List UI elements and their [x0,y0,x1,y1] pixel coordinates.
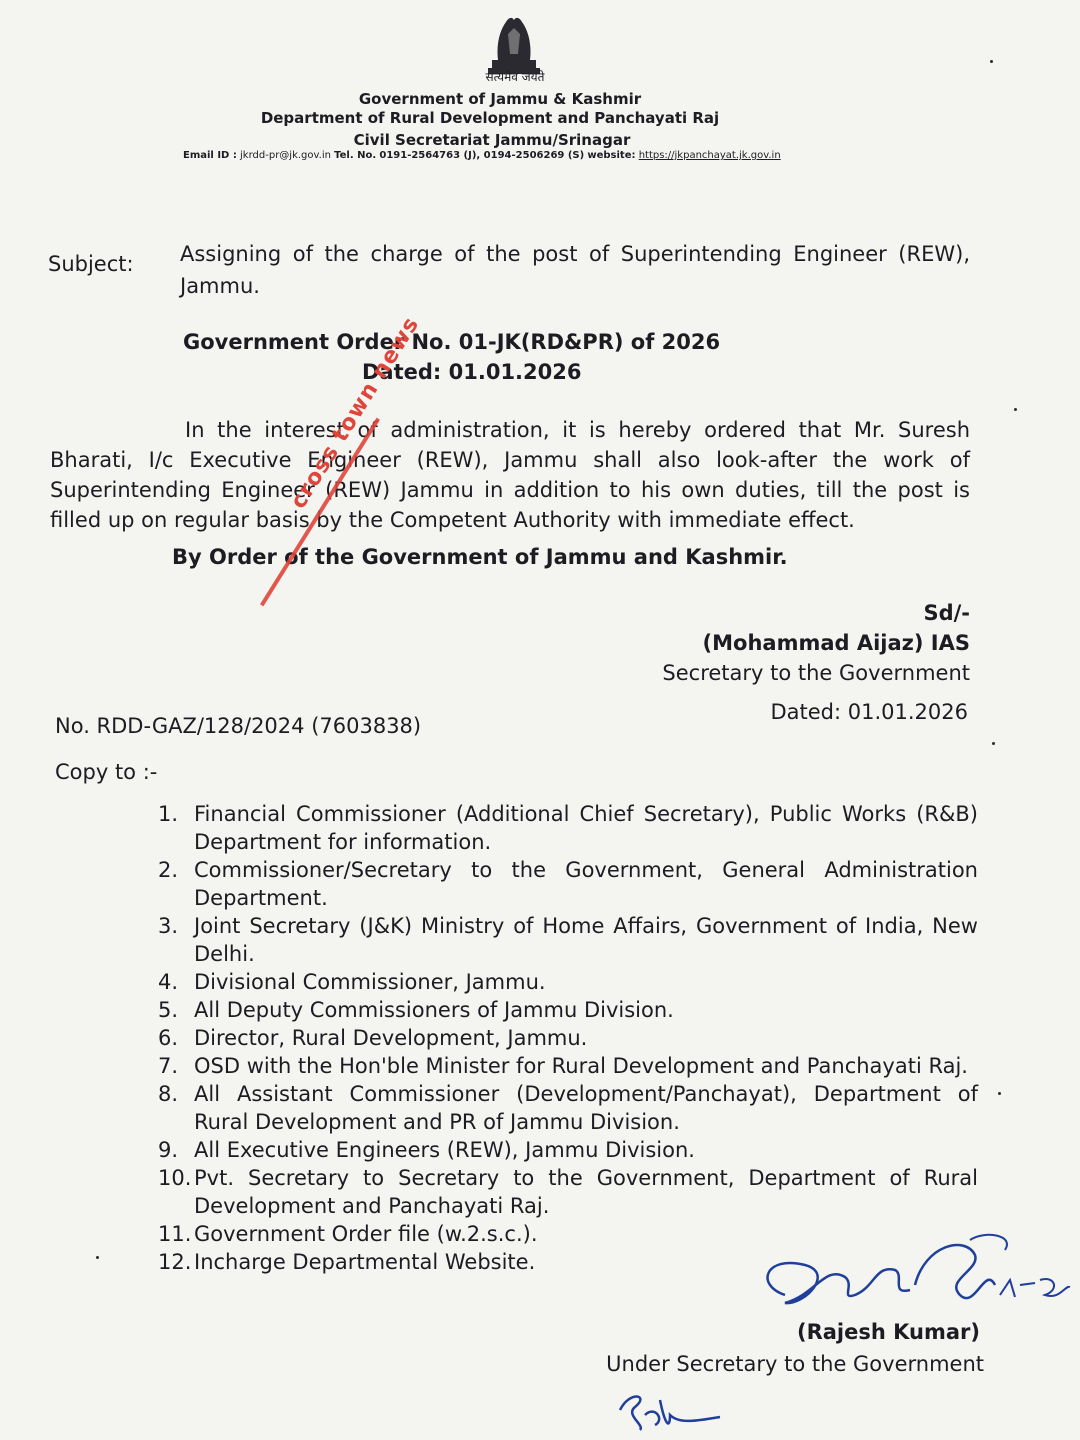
emblem-motto: सत्यमेव जयते [485,70,545,84]
under-secretary-title: Under Secretary to the Government [606,1352,984,1376]
list-item [158,856,978,912]
order-dated: Dated: 01.01.2026 [362,360,582,384]
tel-label: Tel. No. [334,150,377,161]
letterhead-government: Government of Jammu & Kashmir [358,90,642,108]
list-item-number: 11. [158,1222,192,1246]
order-body: In the interest of administration, it is hereby ordered that Mr. Suresh Bharati, I/c Executive Engineer (REW), Jammu shall also look-after the work of Superintending Engineer (REW) Jammu in addition to his own duties, till the post is filled up on regular basis by the Competent Authority with immediate effect. [50,418,970,532]
list-item [158,1136,978,1164]
watermark-text: cross town news [286,312,425,514]
subject-label: Subject: [48,252,134,276]
list-item [158,1080,978,1136]
list-item [158,996,978,1024]
list-item-text: Divisional Commissioner, Jammu. [194,970,546,994]
email-label: Email ID : [183,150,237,161]
website-link[interactable]: https://jkpanchayat.jk.gov.in [638,150,781,161]
list-item-number: 8. [158,1082,179,1106]
list-item-text: Pvt. Secretary to Secretary to the Government, Department of Rural Development and Panchayati Raj. [194,1166,978,1218]
order-title: Government Order No. 01-JK(RD&PR) of 2026 [183,330,721,354]
list-item [158,912,978,968]
tel-number: 0191-2564763 (J), 0194-2506269 (S) [379,150,585,161]
paper-speck [96,1256,99,1259]
list-item-number: 6. [158,1026,179,1050]
list-item-text: OSD with the Hon'ble Minister for Rural Development and Panchayati Raj. [194,1054,968,1078]
by-order-line: By Order of the Government of Jammu and Kashmir. [172,545,788,569]
list-item-number: 3. [158,914,179,938]
list-item-text: All Deputy Commissioners of Jammu Division. [194,998,674,1022]
list-item-number: 10. [158,1166,192,1190]
paper-speck [1014,408,1017,411]
list-item-number: 9. [158,1138,179,1162]
signatory-title: Secretary to the Government [662,661,970,685]
list-item-text: Financial Commissioner (Additional Chief Secretary), Public Works (R&B) Department for information. [194,802,978,854]
list-item [158,1164,978,1220]
list-item-number: 1. [158,802,179,826]
list-item-text: Joint Secretary (J&K) Ministry of Home Affairs, Government of India, New Delhi. [194,914,978,966]
list-item [158,968,978,996]
secretary-signature-block [662,598,970,688]
list-item-text: All Executive Engineers (REW), Jammu Division. [194,1138,695,1162]
list-item-text: All Assistant Commissioner (Development/Panchayat), Department of Rural Development and PR of Jammu Division. [194,1082,978,1134]
list-item-number: 2. [158,858,179,882]
under-secretary-name: (Rajesh Kumar) [796,1320,980,1344]
list-item-text: Government Order file (w.2.s.c.). [194,1222,538,1246]
subject-text: Assigning of the charge of the post of Superintending Engineer (REW), Jammu. [180,242,970,298]
list-item [158,1052,978,1080]
list-item-number: 7. [158,1054,179,1078]
paper-speck [998,1092,1001,1095]
list-item-number: 4. [158,970,179,994]
copy-to-label: Copy to :- [55,760,158,784]
signatory-name: (Mohammad Aijaz) IAS [702,631,970,655]
website-label: website: [587,150,636,161]
paper-speck [990,60,993,63]
list-item [158,800,978,856]
letterhead-contact-line [183,150,781,161]
state-emblem-icon [478,14,550,76]
reference-number: No. RDD-GAZ/128/2024 (7603838) [55,714,422,738]
list-item-number: 5. [158,998,179,1022]
signed-mark: Sd/- [923,601,970,625]
letterhead-department: Department of Rural Development and Panchayati Raj [260,109,720,127]
paper-speck [992,742,995,745]
list-item-text: Director, Rural Development, Jammu. [194,1026,588,1050]
list-item-number: 12. [158,1250,192,1274]
reference-dated: Dated: 01.01.2026 [770,700,968,724]
list-item-text: Incharge Departmental Website. [194,1250,536,1274]
copy-list [158,800,978,1276]
letterhead-secretariat: Civil Secretariat Jammu/Srinagar [353,131,631,149]
list-item [158,1024,978,1052]
email-address[interactable]: jkrdd-pr@jk.gov.in [240,150,331,161]
list-item-text: Commissioner/Secretary to the Government, General Administration Department. [194,858,978,910]
handwritten-initials-icon [610,1385,730,1435]
